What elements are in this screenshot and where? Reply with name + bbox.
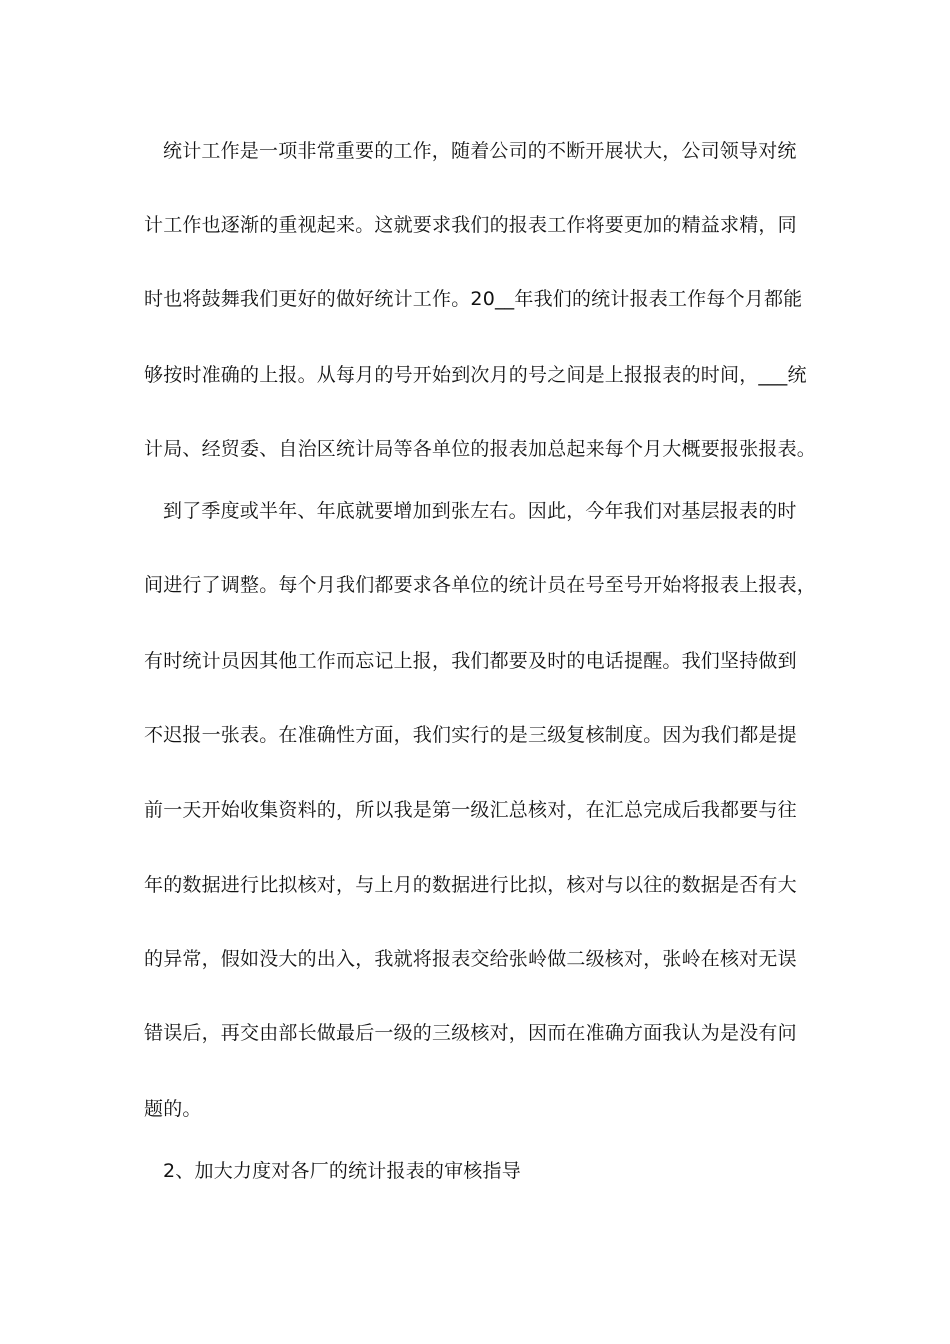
paragraph-line: 年的数据进行比拟核对，与上月的数据进行比拟，核对与以往的数据是否有大 (144, 874, 797, 896)
paragraph-line: 前一天开始收集资料的，所以我是第一级汇总核对，在汇总完成后我都要与往 (144, 799, 797, 821)
paragraph-line: 时也将鼓舞我们更好的做好统计工作。20__年我们的统计报表工作每个月都能 (144, 288, 803, 310)
section-heading: 2、加大力度对各厂的统计报表的审核指导 (163, 1160, 521, 1182)
paragraph-line: 错误后，再交由部长做最后一级的三级核对，因而在准确方面我认为是没有问 (144, 1022, 797, 1044)
paragraph-line: 计局、经贸委、自治区统计局等各单位的报表加总起来每个月大概要报张报表。 (144, 438, 817, 460)
paragraph-line: 不迟报一张表。在准确性方面，我们实行的是三级复核制度。因为我们都是提 (144, 724, 797, 746)
paragraph-line: 够按时准确的上报。从每月的号开始到次月的号之间是上报报表的时间，___统 (144, 364, 807, 386)
paragraph-line: 计工作也逐渐的重视起来。这就要求我们的报表工作将要更加的精益求精，同 (144, 214, 797, 236)
paragraph-line: 有时统计员因其他工作而忘记上报，我们都要及时的电话提醒。我们坚持做到 (144, 650, 797, 672)
paragraph-line: 的异常，假如没大的出入，我就将报表交给张岭做二级核对，张岭在核对无误 (144, 948, 797, 970)
paragraph-line: 统计工作是一项非常重要的工作，随着公司的不断开展状大，公司领导对统 (163, 140, 797, 162)
paragraph-line: 间进行了调整。每个月我们都要求各单位的统计员在号至号开始将报表上报表， (144, 574, 817, 596)
paragraph-line: 到了季度或半年、年底就要增加到张左右。因此，今年我们对基层报表的时 (163, 500, 797, 522)
paragraph-line: 题的。 (144, 1098, 202, 1120)
